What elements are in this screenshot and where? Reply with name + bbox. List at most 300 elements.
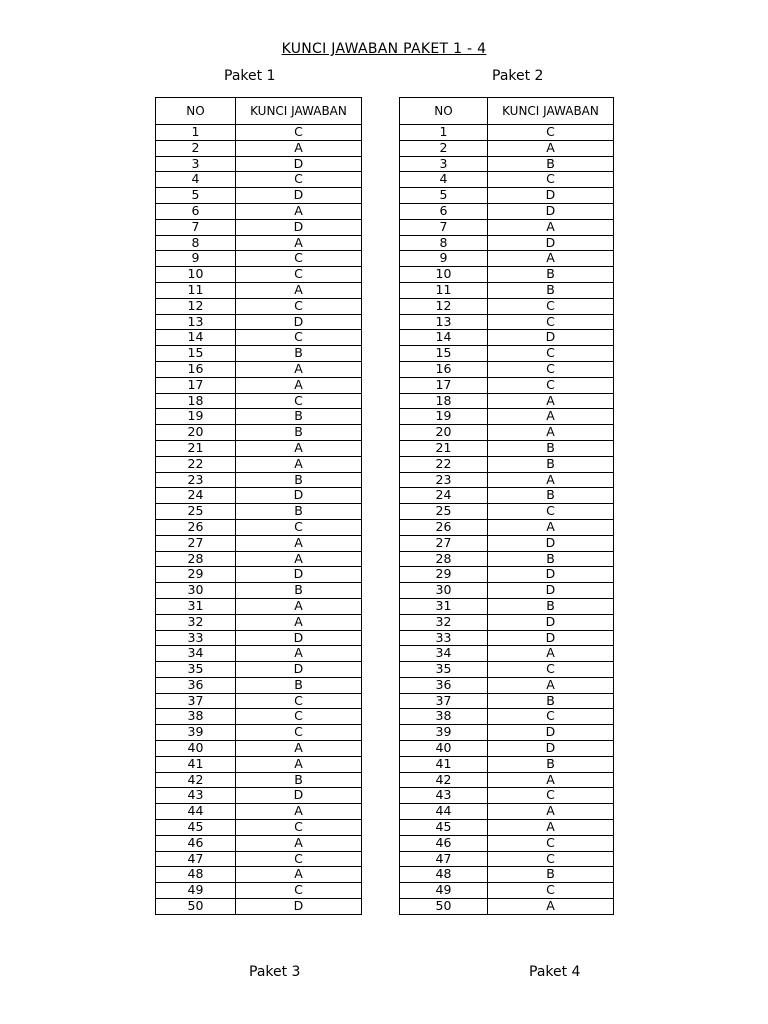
answer-key: C xyxy=(488,298,614,314)
table-row xyxy=(156,883,362,899)
paket-4-label: Paket 4 xyxy=(529,964,581,980)
answer-key: D xyxy=(488,630,614,646)
answer-key: D xyxy=(236,662,362,678)
answer-key: C xyxy=(236,125,362,141)
table-row xyxy=(400,298,614,314)
table-row xyxy=(156,662,362,678)
question-number: 13 xyxy=(400,314,488,330)
paket-2-rows xyxy=(400,125,614,915)
question-number: 37 xyxy=(156,693,236,709)
answer-key: C xyxy=(236,519,362,535)
table-row xyxy=(156,899,362,915)
table-row xyxy=(400,472,614,488)
answer-key: C xyxy=(488,835,614,851)
answer-key: D xyxy=(236,488,362,504)
answer-key: C xyxy=(488,504,614,520)
question-number: 19 xyxy=(400,409,488,425)
table-row xyxy=(156,835,362,851)
question-number: 17 xyxy=(156,377,236,393)
table-row xyxy=(156,456,362,472)
question-number: 34 xyxy=(400,646,488,662)
answer-key: B xyxy=(488,693,614,709)
question-number: 27 xyxy=(400,535,488,551)
question-number: 43 xyxy=(400,788,488,804)
answer-key: A xyxy=(488,140,614,156)
question-number: 39 xyxy=(400,725,488,741)
answer-key: C xyxy=(236,298,362,314)
question-number: 9 xyxy=(400,251,488,267)
answer-key: B xyxy=(236,425,362,441)
question-number: 2 xyxy=(156,140,236,156)
table-row xyxy=(156,235,362,251)
answer-key: A xyxy=(236,235,362,251)
question-number: 45 xyxy=(156,820,236,836)
table-row xyxy=(400,583,614,599)
answer-key: D xyxy=(488,567,614,583)
question-number: 33 xyxy=(400,630,488,646)
answer-key: B xyxy=(488,598,614,614)
table-row xyxy=(156,646,362,662)
table-row xyxy=(156,725,362,741)
table-row xyxy=(156,583,362,599)
table-row xyxy=(400,614,614,630)
answer-key: B xyxy=(236,346,362,362)
answer-key: A xyxy=(236,535,362,551)
table-row xyxy=(400,725,614,741)
table-row xyxy=(400,851,614,867)
answer-key: A xyxy=(236,440,362,456)
no-header: NO xyxy=(400,98,488,125)
table-row xyxy=(156,820,362,836)
question-number: 38 xyxy=(400,709,488,725)
question-number: 47 xyxy=(400,851,488,867)
table-row xyxy=(156,251,362,267)
table-row xyxy=(400,140,614,156)
question-number: 29 xyxy=(156,567,236,583)
question-number: 18 xyxy=(400,393,488,409)
table-row xyxy=(156,614,362,630)
table-row xyxy=(156,203,362,219)
question-number: 22 xyxy=(400,456,488,472)
table-row xyxy=(400,203,614,219)
table-row xyxy=(400,709,614,725)
table-row xyxy=(156,598,362,614)
answer-key: A xyxy=(236,867,362,883)
paket-2-table xyxy=(399,97,614,915)
table-row xyxy=(400,551,614,567)
question-number: 42 xyxy=(400,772,488,788)
answer-key: D xyxy=(236,567,362,583)
table-row xyxy=(156,298,362,314)
table-row xyxy=(156,140,362,156)
question-number: 1 xyxy=(156,125,236,141)
table-row xyxy=(156,851,362,867)
table-row xyxy=(156,393,362,409)
answer-key: A xyxy=(236,140,362,156)
question-number: 36 xyxy=(156,677,236,693)
table-row xyxy=(156,282,362,298)
table-row xyxy=(400,125,614,141)
table-row xyxy=(400,488,614,504)
table-row xyxy=(156,425,362,441)
table-row xyxy=(156,330,362,346)
question-number: 37 xyxy=(400,693,488,709)
table-row xyxy=(156,630,362,646)
question-number: 12 xyxy=(156,298,236,314)
answer-key: B xyxy=(236,583,362,599)
table-row xyxy=(400,693,614,709)
question-number: 32 xyxy=(400,614,488,630)
table-row xyxy=(400,804,614,820)
table-row xyxy=(156,361,362,377)
answer-key: D xyxy=(488,330,614,346)
question-number: 18 xyxy=(156,393,236,409)
answer-key: D xyxy=(236,630,362,646)
table-row xyxy=(400,677,614,693)
answer-key: B xyxy=(488,551,614,567)
question-number: 24 xyxy=(400,488,488,504)
table-row xyxy=(400,440,614,456)
answer-key: D xyxy=(488,583,614,599)
table-row xyxy=(156,156,362,172)
paket-3-label: Paket 3 xyxy=(249,964,301,980)
table-row xyxy=(156,504,362,520)
answer-key: D xyxy=(236,899,362,915)
answer-key: D xyxy=(236,314,362,330)
table-row xyxy=(156,788,362,804)
question-number: 25 xyxy=(156,504,236,520)
table-row xyxy=(156,125,362,141)
table-row xyxy=(400,456,614,472)
table-row xyxy=(400,788,614,804)
answer-key: A xyxy=(488,804,614,820)
question-number: 10 xyxy=(400,267,488,283)
question-number: 20 xyxy=(156,425,236,441)
table-row xyxy=(400,772,614,788)
answer-key: B xyxy=(236,472,362,488)
question-number: 11 xyxy=(400,282,488,298)
table-row xyxy=(156,267,362,283)
answer-key: A xyxy=(488,677,614,693)
answer-key: A xyxy=(488,425,614,441)
answer-key: B xyxy=(488,488,614,504)
answer-key: A xyxy=(236,646,362,662)
answer-key: A xyxy=(236,804,362,820)
question-number: 39 xyxy=(156,725,236,741)
question-number: 15 xyxy=(156,346,236,362)
question-number: 48 xyxy=(400,867,488,883)
table-row xyxy=(400,899,614,915)
question-number: 10 xyxy=(156,267,236,283)
answer-key: C xyxy=(488,662,614,678)
table-header-row xyxy=(400,98,614,125)
question-number: 35 xyxy=(400,662,488,678)
question-number: 3 xyxy=(400,156,488,172)
answer-key: C xyxy=(236,883,362,899)
table-row xyxy=(156,804,362,820)
question-number: 16 xyxy=(156,361,236,377)
table-row xyxy=(400,267,614,283)
table-row xyxy=(156,693,362,709)
answer-key: B xyxy=(488,456,614,472)
answer-key: C xyxy=(236,267,362,283)
question-number: 48 xyxy=(156,867,236,883)
question-number: 6 xyxy=(400,203,488,219)
question-number: 8 xyxy=(400,235,488,251)
answer-key: B xyxy=(488,756,614,772)
answer-key: B xyxy=(488,267,614,283)
question-number: 34 xyxy=(156,646,236,662)
answer-key: A xyxy=(488,646,614,662)
table-row xyxy=(400,330,614,346)
answer-key: C xyxy=(236,693,362,709)
answer-key: D xyxy=(236,188,362,204)
answer-key: D xyxy=(488,188,614,204)
answer-key: D xyxy=(236,219,362,235)
table-row xyxy=(156,188,362,204)
question-number: 36 xyxy=(400,677,488,693)
question-number: 5 xyxy=(400,188,488,204)
answer-key: A xyxy=(488,519,614,535)
table-row xyxy=(400,156,614,172)
answer-key: B xyxy=(488,156,614,172)
answer-key: B xyxy=(236,409,362,425)
question-number: 16 xyxy=(400,361,488,377)
table-row xyxy=(400,662,614,678)
table-row xyxy=(156,709,362,725)
question-number: 4 xyxy=(156,172,236,188)
question-number: 3 xyxy=(156,156,236,172)
answer-key: A xyxy=(236,835,362,851)
question-number: 22 xyxy=(156,456,236,472)
answer-key: D xyxy=(488,203,614,219)
answer-key: B xyxy=(488,282,614,298)
answer-key: A xyxy=(236,614,362,630)
answer-key: A xyxy=(236,456,362,472)
answer-key: D xyxy=(488,725,614,741)
question-number: 35 xyxy=(156,662,236,678)
table-row xyxy=(400,409,614,425)
answer-key: D xyxy=(236,156,362,172)
answer-key: C xyxy=(236,330,362,346)
answer-key: A xyxy=(488,251,614,267)
answer-key: C xyxy=(488,346,614,362)
answer-key: A xyxy=(236,377,362,393)
question-number: 30 xyxy=(156,583,236,599)
question-number: 46 xyxy=(156,835,236,851)
question-number: 11 xyxy=(156,282,236,298)
question-number: 28 xyxy=(400,551,488,567)
question-number: 13 xyxy=(156,314,236,330)
answer-key: A xyxy=(488,472,614,488)
table-row xyxy=(400,567,614,583)
answer-key: D xyxy=(236,788,362,804)
table-row xyxy=(400,251,614,267)
table-row xyxy=(400,504,614,520)
answer-key: A xyxy=(488,899,614,915)
answer-key: A xyxy=(236,741,362,757)
table-row xyxy=(156,314,362,330)
table-row xyxy=(400,377,614,393)
answer-key: C xyxy=(236,709,362,725)
question-number: 49 xyxy=(156,883,236,899)
question-number: 38 xyxy=(156,709,236,725)
paket-2-label: Paket 2 xyxy=(492,68,544,84)
table-row xyxy=(400,219,614,235)
question-number: 40 xyxy=(156,741,236,757)
table-row xyxy=(156,741,362,757)
answer-key: A xyxy=(236,282,362,298)
answer-key: D xyxy=(488,535,614,551)
question-number: 44 xyxy=(156,804,236,820)
answer-key: C xyxy=(236,251,362,267)
question-number: 25 xyxy=(400,504,488,520)
question-number: 2 xyxy=(400,140,488,156)
answer-key: A xyxy=(236,756,362,772)
answer-key: C xyxy=(236,725,362,741)
table-row xyxy=(156,219,362,235)
table-header-row xyxy=(156,98,362,125)
table-row xyxy=(400,282,614,298)
answer-key: B xyxy=(236,772,362,788)
kunci-jawaban-header: KUNCI JAWABAN xyxy=(236,98,362,125)
answer-key: A xyxy=(488,219,614,235)
answer-key: C xyxy=(236,172,362,188)
answer-key: A xyxy=(488,409,614,425)
page-title: KUNCI JAWABAN PAKET 1 - 4 xyxy=(281,41,487,57)
paket-1-rows xyxy=(156,125,362,915)
answer-key: A xyxy=(488,772,614,788)
table-row xyxy=(156,346,362,362)
question-number: 21 xyxy=(400,440,488,456)
table-row xyxy=(156,867,362,883)
question-number: 12 xyxy=(400,298,488,314)
question-number: 43 xyxy=(156,788,236,804)
table-row xyxy=(400,835,614,851)
question-number: 7 xyxy=(400,219,488,235)
answer-key: A xyxy=(236,203,362,219)
table-row xyxy=(156,567,362,583)
answer-key: B xyxy=(488,867,614,883)
question-number: 26 xyxy=(156,519,236,535)
question-number: 6 xyxy=(156,203,236,219)
question-number: 49 xyxy=(400,883,488,899)
table-row xyxy=(156,551,362,567)
answer-key: A xyxy=(236,361,362,377)
table-row xyxy=(400,235,614,251)
answer-key: D xyxy=(488,741,614,757)
table-row xyxy=(400,172,614,188)
question-number: 8 xyxy=(156,235,236,251)
table-row xyxy=(400,361,614,377)
answer-key: A xyxy=(236,551,362,567)
question-number: 7 xyxy=(156,219,236,235)
table-row xyxy=(156,535,362,551)
answer-key: C xyxy=(236,393,362,409)
table-row xyxy=(400,820,614,836)
answer-key: A xyxy=(488,393,614,409)
no-header: NO xyxy=(156,98,236,125)
answer-key: C xyxy=(488,851,614,867)
table-row xyxy=(156,409,362,425)
question-number: 28 xyxy=(156,551,236,567)
table-row xyxy=(400,188,614,204)
question-number: 23 xyxy=(156,472,236,488)
answer-key: C xyxy=(488,361,614,377)
answer-key: C xyxy=(488,377,614,393)
table-row xyxy=(400,883,614,899)
question-number: 31 xyxy=(156,598,236,614)
question-number: 14 xyxy=(400,330,488,346)
question-number: 46 xyxy=(400,835,488,851)
table-row xyxy=(400,646,614,662)
question-number: 42 xyxy=(156,772,236,788)
question-number: 26 xyxy=(400,519,488,535)
answer-key: C xyxy=(488,788,614,804)
question-number: 20 xyxy=(400,425,488,441)
table-row xyxy=(400,756,614,772)
answer-key: C xyxy=(488,314,614,330)
question-number: 44 xyxy=(400,804,488,820)
question-number: 31 xyxy=(400,598,488,614)
paket-1-table xyxy=(155,97,362,915)
question-number: 27 xyxy=(156,535,236,551)
answer-key: C xyxy=(488,883,614,899)
question-number: 30 xyxy=(400,583,488,599)
question-number: 24 xyxy=(156,488,236,504)
table-row xyxy=(156,172,362,188)
table-row xyxy=(400,519,614,535)
question-number: 1 xyxy=(400,125,488,141)
table-row xyxy=(400,314,614,330)
question-number: 19 xyxy=(156,409,236,425)
answer-key: C xyxy=(236,820,362,836)
question-number: 4 xyxy=(400,172,488,188)
question-number: 47 xyxy=(156,851,236,867)
answer-key: A xyxy=(488,820,614,836)
table-row xyxy=(156,472,362,488)
answer-key: B xyxy=(236,677,362,693)
question-number: 32 xyxy=(156,614,236,630)
answer-key: D xyxy=(488,614,614,630)
question-number: 5 xyxy=(156,188,236,204)
table-row xyxy=(156,440,362,456)
question-number: 23 xyxy=(400,472,488,488)
question-number: 29 xyxy=(400,567,488,583)
table-row xyxy=(156,756,362,772)
answer-key: C xyxy=(488,125,614,141)
table-row xyxy=(400,598,614,614)
answer-key: D xyxy=(488,235,614,251)
answer-key: A xyxy=(236,598,362,614)
table-row xyxy=(400,630,614,646)
table-row xyxy=(400,346,614,362)
answer-key: C xyxy=(488,709,614,725)
question-number: 9 xyxy=(156,251,236,267)
question-number: 17 xyxy=(400,377,488,393)
table-row xyxy=(156,677,362,693)
question-number: 21 xyxy=(156,440,236,456)
table-row xyxy=(400,393,614,409)
question-number: 41 xyxy=(156,756,236,772)
paket-1-label: Paket 1 xyxy=(224,68,276,84)
question-number: 45 xyxy=(400,820,488,836)
table-row xyxy=(156,488,362,504)
question-number: 41 xyxy=(400,756,488,772)
question-number: 50 xyxy=(156,899,236,915)
answer-key: B xyxy=(236,504,362,520)
kunci-jawaban-header: KUNCI JAWABAN xyxy=(488,98,614,125)
